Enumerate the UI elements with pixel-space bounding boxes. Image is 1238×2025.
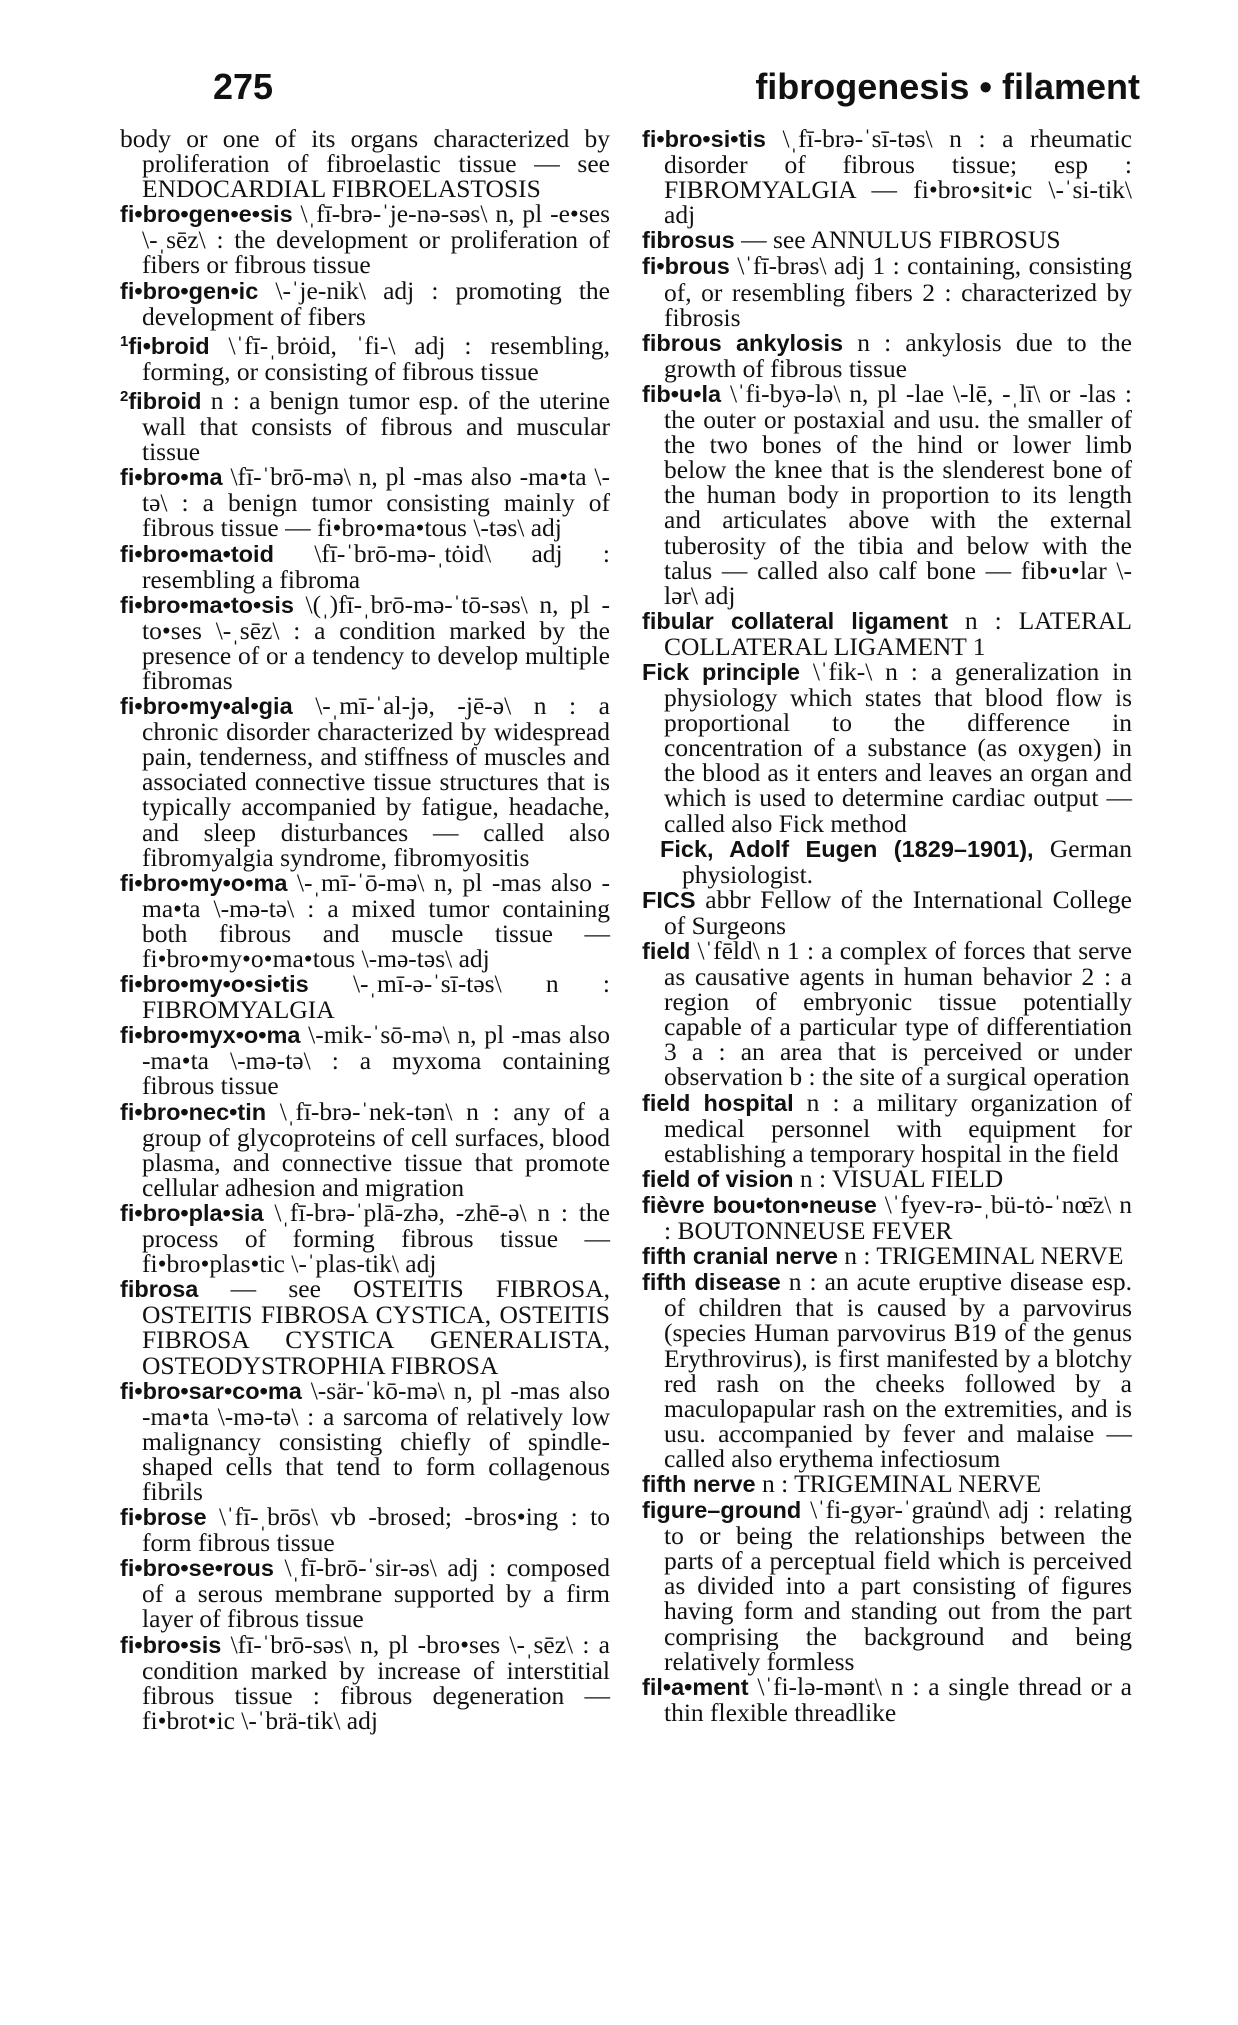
dictionary-entry [642,938,1132,1090]
entry-definition: \ˈfik-\ n : a generalization in physiology which states that blood flow is proportional to the difference in concentration of a substance (as oxygen) in the blood as it enters and leaves an organ and which is used to determine cardiac output — called also Fick method [664,656,1132,838]
dictionary-entry [120,275,610,331]
dictionary-entry [120,867,610,973]
dictionary-entry [642,1671,1132,1727]
dictionary-entry [642,884,1132,940]
left-column [120,126,610,1733]
entry-definition: \fī-ˈbrō-mə\ n, pl -mas also -ma•ta \-tə\ : a benign tumor consisting mainly of fibrous tissue — fi•bro•ma•tous \-təs\ adj [142,462,610,543]
entry-headword: fi•broid [128,332,210,359]
dictionary-entry [120,199,610,280]
entry-definition: n : ankylosis due to the growth of fibrous tissue [664,327,1132,383]
entry-definition: \ˌfī-brə-ˈje-nə-səs\ n, pl -e•ses \-ˌsēz\ : the development or proliferation of fibers or fibrous tissue [142,199,610,280]
entry-definition: \-ˌmī-ə-ˈsī-təs\ n : FIBROMYALGIA [142,969,610,1025]
dictionary-entry [120,1629,610,1735]
entry-headword: fi•bro•ma•to•sis [120,591,294,618]
homograph-number: 2 [120,387,129,405]
entry-definition: \-ˌmī-ˈō-mə\ n, pl -mas also -ma•ta \-mə-tə\ : a mixed tumor containing both fibrous and muscle tissue — fi•bro•my•o•ma•tous \-mə-təs\ adj [142,867,610,973]
dictionary-entry [120,1197,610,1279]
dictionary-entry [642,656,1132,838]
dictionary-entry [642,833,1132,889]
entry-headword: FICS [642,886,696,913]
entry-definition: \ˈfī-ˌbrȯid, ˈfi-\ adj : resembling, forming, or consisting of fibrous tissue [142,330,610,386]
entry-headword: fifth nerve [642,1470,756,1497]
entry-definition: \ˈfi-gyər-ˈgrau̇nd\ adj : relating to or being the relationships between the parts of a perceptual field which is perceived as divided into a part consisting of figures having form and standing out from the part comprising the background and being relatively formless [664,1495,1132,1676]
dictionary-entry [642,1243,1132,1269]
dictionary-entry [120,1502,610,1558]
entry-headword: fièvre bou•ton•neuse [642,1191,877,1218]
dictionary-entry [120,693,610,870]
entry-headword: fi•bro•pla•sia [120,1199,264,1226]
running-head: fibrogenesis • filament [755,66,1140,107]
entry-headword: fi•bro•my•al•gia [120,693,293,720]
entry-definition: \ˈfī-ˌbrōs\ vb -brosed; -bros•ing : to form fibrous tissue [142,1502,610,1558]
entry-definition: \ˌfī-brə-ˈsī-təs\ n : a rheumatic disorder of fibrous tissue; esp : FIBROMYALGIA — fi•bro•sit•ic \-ˈsi-tik\ adj [664,124,1132,230]
dictionary-entry [642,378,1132,610]
entry-headword: fib•u•la [642,380,722,407]
entry-definition: \(ˌ)fī-ˌbrō-mə-ˈtō-səs\ n, pl -to•ses \-ˌsēz\ : a condition marked by the presence of or a tendency to develop multiple fibromas [142,589,610,695]
entry-definition: \ˈfi-lə-mənt\ n : a single thread or a thin flexible threadlike [664,1671,1132,1727]
homograph-number: 1 [120,332,129,350]
entry-definition: abbr Fellow of the International College of Surgeons [664,884,1132,940]
entry-definition: — see OSTEITIS FIBROSA, OSTEITIS FIBROSA CYSTICA, OSTEITIS FIBROSA CYSTICA GENERALISTA, OSTEODYSTROPHIA FIBROSA [142,1274,610,1380]
entry-definition: n : TRIGEMINAL NERVE [755,1468,1042,1498]
entry-definition: \-mik-ˈsō-mə\ n, pl -mas also -ma•ta \-mə-tə\ : a myxoma containing fibrous tissue [142,1020,610,1101]
entry-definition: n : a military organization of medical personnel with equipment for establishing a temporary hospital in the field [664,1087,1132,1168]
entry-headword: fifth cranial nerve [642,1243,838,1270]
dictionary-entry [120,1375,610,1506]
entry-headword: fi•bro•ma•toid [120,540,274,567]
entry-definition: \-ˌmī-ˈal-jə, -jē-ə\ n : a chronic disorder characterized by widespread pain, tenderness, and stiffness of muscles and associated connective tissue structures that is typically accompanied by fatigue, headache, and sleep disturbances — called also fibromyalgia syndrome, fibromyositis [142,691,610,872]
page-number: 275 [213,66,274,107]
entry-definition: \fī-ˈbrō-mə-ˌtȯid\ adj : resembling a fibroma [142,538,610,594]
dictionary-entry [120,124,610,204]
entry-headword: fi•brous [642,253,730,280]
entry-headword: fi•bro•nec•tin [120,1098,267,1125]
entry-definition: \fī-ˈbrō-səs\ n, pl -bro•ses \-ˌsēz\ : a condition marked by increase of interstitial fibrous tissue : fibrous degeneration — fi•brot•ic \-ˈbrä-tik\ adj [142,1629,610,1735]
entry-definition: \ˈfi-byə-lə\ n, pl -lae \-lē, -ˌlī\ or -las : the outer or postaxial and usu. the smaller of the two bones of the hind or lower limb below the knee that is the slenderest bone of the human body in proportion to its length and articulates above with the external tuberosity of the tibia and below with the talus — called also calf bone — fib•u•lar \-lər\ adj [664,378,1132,610]
dictionary-entry [120,1096,610,1202]
dictionary-entry [120,969,610,1025]
entry-headword: field [642,938,691,964]
dictionary-entry [642,227,1132,253]
entry-headword: fi•bro•ma [120,464,223,491]
dictionary-entry [642,124,1132,230]
entry-headword: fi•bro•gen•e•sis [120,201,293,228]
entry-headword: fi•bro•myx•o•ma [120,1022,301,1049]
dictionary-entry [642,251,1132,332]
entry-headword: fil•a•ment [642,1673,749,1700]
entry-headword: fibrosus [642,227,735,254]
entry-definition: body or one of its organs characterized by proliferation of fibroelastic tissue — see ENDOCARDIAL FIBROELASTOSIS [120,124,610,204]
dictionary-entry [120,462,610,543]
dictionary-entry [120,538,610,594]
entry-headword: fi•bro•sar•co•ma [120,1377,302,1404]
entry-definition: n : an acute eruptive disease esp. of children that is caused by a parvovirus (species Human parvovirus B19 of the genus Erythrovirus), is first manifested by a blotchy red rash on the cheeks followed by a maculopapular rash on the extremities, and is usu. accompanied by fever and malaise — called also erythema infectiosum [664,1267,1132,1473]
dictionary-entry [120,329,610,384]
entry-headword: field of vision [642,1165,794,1192]
entry-headword: fi•bro•sis [120,1631,222,1658]
dictionary-entry [120,384,610,467]
entry-definition: German physiologist. [682,833,1132,889]
entry-headword: fi•bro•gen•ic [120,277,259,304]
entry-headword: fibroid [128,387,202,414]
dictionary-entry [642,1189,1132,1246]
entry-headword: fi•brose [120,1504,207,1531]
entry-definition: n : VISUAL FIELD [793,1163,1004,1193]
entry-definition: \-ˈje-nik\ adj : promoting the development of fibers [142,275,610,331]
entry-definition: \ˌfī-brə-ˈnek-tən\ n : any of a group of glycoproteins of cell surfaces, blood plasma, and connective tissue that promote cellular adhesion and migration [142,1096,610,1202]
entry-headword: fi•bro•si•tis [642,126,766,152]
entry-headword: fibular collateral ligament [642,607,948,634]
entry-headword: fi•bro•se•rous [120,1555,274,1582]
entry-definition: — see ANNULUS FIBROSUS [734,225,1061,255]
dictionary-entry [120,1553,610,1634]
entry-definition: \ˌfī-brō-ˈsir-əs\ adj : composed of a serous membrane supported by a firm layer of fibrous tissue [142,1553,610,1634]
entry-headword: field hospital [642,1089,794,1116]
entry-definition: n : TRIGEMINAL NERVE [837,1241,1124,1271]
entry-definition: \ˌfī-brə-ˈplā-zhə, -zhē-ə\ n : the process of forming fibrous tissue — fi•bro•plas•tic \-ˈplas-tik\ adj [142,1197,610,1279]
entry-headword: fibrous ankylosis [642,329,844,356]
dictionary-entry [642,1269,1132,1471]
entry-headword: fi•bro•my•o•ma [120,869,288,896]
entry-headword: fifth disease [642,1269,781,1296]
dictionary-entry [642,1468,1132,1498]
dictionary-entry [120,1274,610,1380]
entry-headword: fibrosa [120,1276,199,1303]
dictionary-entry [642,1087,1132,1168]
entry-headword: figure–ground [642,1497,802,1524]
entry-definition: \ˈfī-brəs\ adj 1 : containing, consisting of, or resembling fibers 2 : characterized by fibrosis [664,251,1132,332]
dictionary-entry [642,327,1132,383]
dictionary-entry [642,1163,1132,1193]
right-column [642,126,1132,1725]
entry-definition: \-sär-ˈkō-mə\ n, pl -mas also -ma•ta \-mə-tə\ : a sarcoma of relatively low malignancy consisting chiefly of spindle-shaped cells that tend to form collagenous fibrils [142,1375,610,1506]
entry-headword: fi•bro•my•o•si•tis [120,971,309,998]
dictionary-entry [120,1020,610,1101]
entry-definition: \ˈfēld\ n 1 : a complex of forces that serve as causative agents in human behavior 2 : a region of embryonic tissue potentially capable of a particular type of differentiation 3 a : an area that is perceived or under observation b : the site of a surgical operation [664,936,1132,1092]
dictionary-entry [120,589,610,695]
dictionary-entry [642,605,1133,661]
entry-headword: Fick principle [642,658,800,685]
entry-headword: Fick, Adolf Eugen (1829–1901), [660,835,1034,862]
page-header [118,66,1140,126]
entry-definition: \ˈfyev-rə-ˌbü-tȯ-ˈnœ̄z\ n : BOUTONNEUSE FEVER [664,1189,1132,1246]
dictionary-entry [642,1497,1132,1674]
entry-definition: n : LATERAL COLLATERAL LIGAMENT 1 [664,605,1133,661]
entry-definition: n : a benign tumor esp. of the uterine wall that consists of fibrous and muscular tissue [142,385,610,467]
